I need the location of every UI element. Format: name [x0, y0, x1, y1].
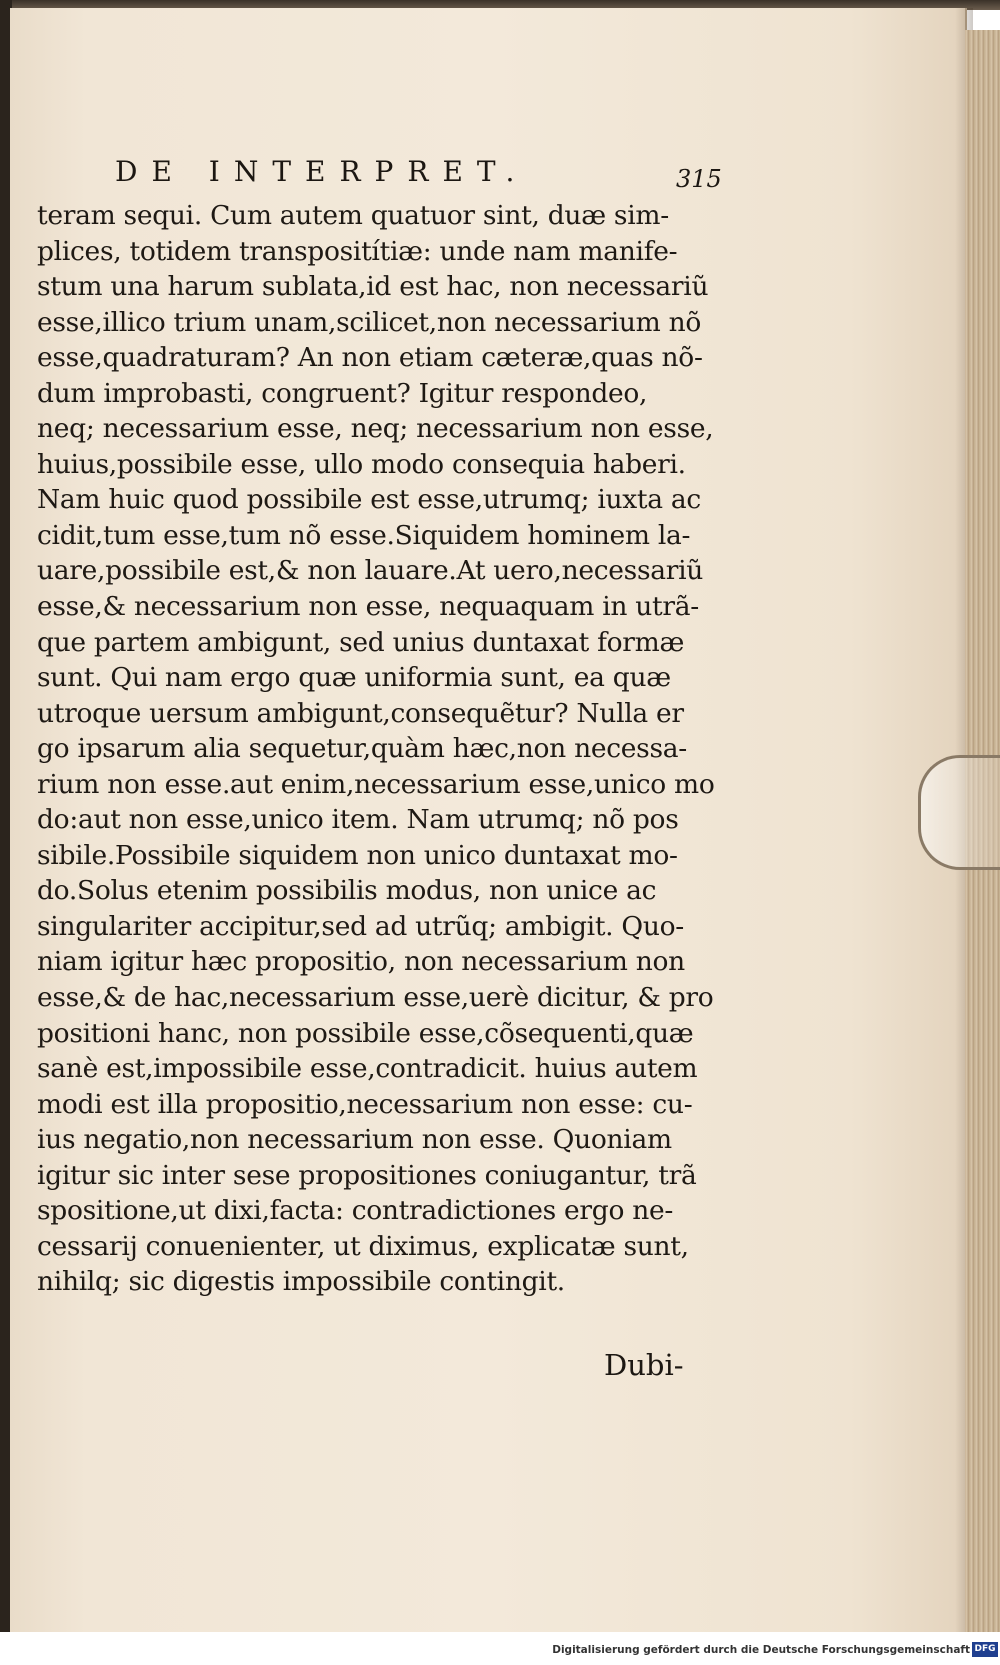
page-number: 315 [676, 165, 722, 193]
text-line: nihilq; sic digestis impossibile contingit. [37, 1266, 565, 1298]
text-line: positioni hanc, non possibile esse,cõsequenti,quæ [37, 1017, 694, 1049]
text-line: uare,possibile est,& non lauare.At uero,necessariũ [37, 555, 704, 587]
dfg-logo: DFG [972, 1642, 998, 1657]
page-clip-tab [918, 755, 1000, 870]
body-text [37, 198, 727, 1300]
text-line: cidit,tum esse,tum nõ esse.Siquidem hominem la- [37, 519, 691, 551]
text-line: stum una harum sublata,id est hac, non necessariũ [37, 271, 709, 303]
catchword: Dubi- [604, 1348, 684, 1382]
text-line: teram sequi. Cum autem quatuor sint, duæ sim- [37, 200, 669, 231]
text-line: singulariter accipitur,sed ad utrũq; ambigit. Quo- [37, 910, 684, 942]
text-line: esse,quadraturam? An non etiam cæteræ,quas nõ- [37, 342, 703, 374]
text-line: neq; necessarium esse, neq; necessarium non esse, [37, 413, 714, 445]
text-line: que partem ambigunt, sed unius duntaxat formæ [37, 626, 685, 658]
dfg-attribution: Digitalisierung gefördert durch die Deutsche Forschungsgemeinschaft [552, 1644, 970, 1656]
text-line: sanè est,impossibile esse,contradicit. huius autem [37, 1053, 698, 1085]
text-line: ius negatio,non necessarium non esse. Quoniam [37, 1124, 672, 1156]
text-line: do.Solus etenim possibilis modus, non unice ac [37, 875, 657, 907]
text-line: plices, totidem transpositítiæ: unde nam manife- [37, 235, 678, 267]
text-line: esse,& necessarium non esse, nequaquam in utrã- [37, 591, 699, 623]
text-line: igitur sic inter sese propositiones coniugantur, trã [37, 1159, 697, 1191]
text-line: esse,& de hac,necessarium esse,uerè dicitur, & pro [37, 982, 714, 1014]
text-line: do:aut non esse,unico item. Nam utrumq; nõ pos [37, 804, 679, 836]
text-line: Nam huic quod possibile est esse,utrumq; iuxta ac [37, 484, 701, 516]
running-head: DE INTERPRET. [115, 155, 529, 188]
text-line: huius,possibile esse, ullo modo consequia haberi. [37, 448, 686, 480]
text-line: rium non esse.aut enim,necessarium esse,unico mo [37, 768, 715, 800]
text-line: sibile.Possibile siquidem non unico duntaxat mo- [37, 839, 678, 871]
text-line: cessarij conuenienter, ut diximus, explicatæ sunt, [37, 1230, 689, 1262]
text-line: modi est illa propositio,necessarium non esse: cu- [37, 1088, 693, 1120]
text-line: utroque uersum ambigunt,consequẽtur? Nulla er [37, 697, 684, 729]
text-line: niam igitur hæc propositio, non necessarium non [37, 946, 685, 978]
text-line: go ipsarum alia sequetur,quàm hæc,non necessa- [37, 733, 687, 765]
text-line: spositione,ut dixi,facta: contradictiones ergo ne- [37, 1195, 674, 1227]
text-line: sunt. Qui nam ergo quæ uniformia sunt, ea quæ [37, 662, 671, 694]
text-line: dum improbasti, congruent? Igitur respondeo, [37, 377, 648, 409]
text-line: esse,illico trium unam,scilicet,non necessarium nõ [37, 306, 702, 338]
